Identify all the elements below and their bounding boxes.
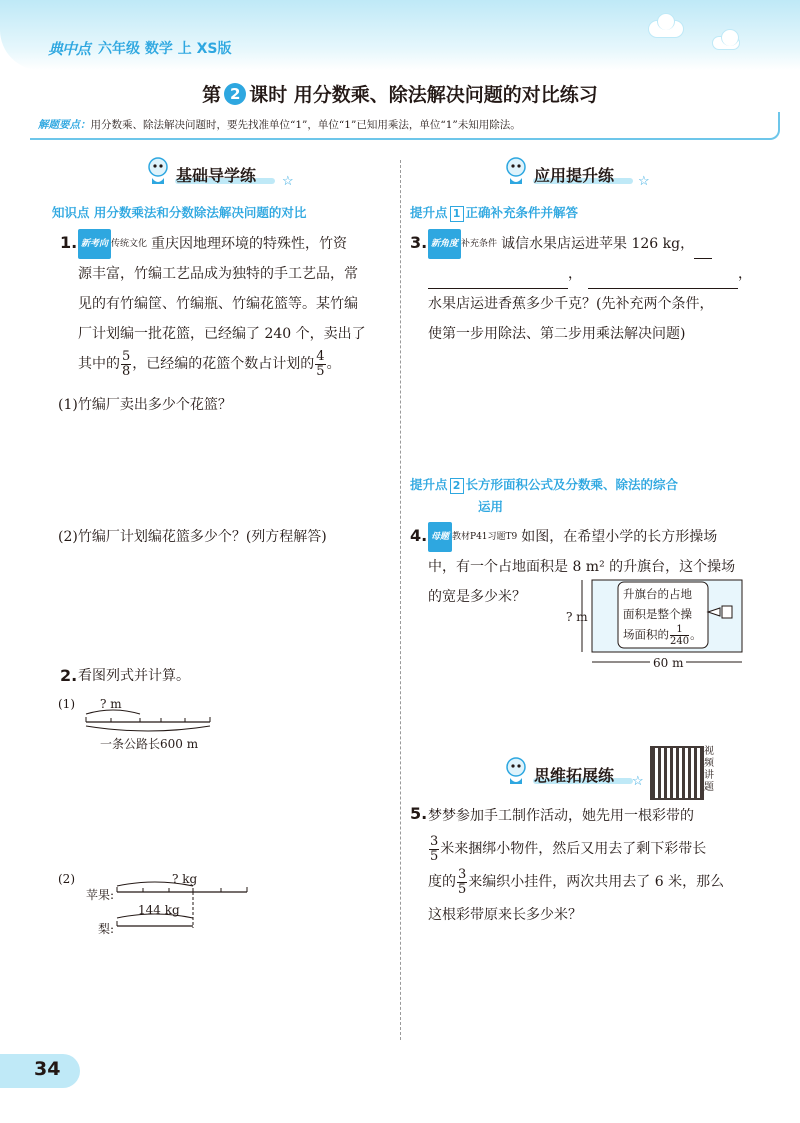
mascot-icon: [503, 756, 529, 788]
segment-diagram-1: [84, 708, 214, 738]
section-title-apply: 应用提升练: [534, 166, 615, 185]
skill-point-text: 正确补充条件并解答: [465, 205, 579, 220]
q1-line: 见的有竹编筐、竹编瓶、竹编花篮等。某竹编: [78, 296, 358, 312]
q3-line: 诚信水果店运进苹果 126 kg，: [501, 236, 695, 252]
q3-line: 使第一步用除法、第二步用乘法解决问题): [428, 326, 686, 342]
lesson-title-text: 课时 用分数乘、除法解决问题的对比练习: [249, 84, 598, 106]
lesson-number: 2: [224, 83, 246, 105]
pear-label: 梨:: [98, 922, 115, 936]
skill-point-2: [410, 474, 760, 518]
mascot-icon: [145, 156, 171, 188]
column-divider: [400, 160, 401, 1040]
callout-box: [623, 584, 711, 647]
diagram-2-top: ? kg: [172, 872, 198, 886]
callout-line: 。: [690, 627, 702, 642]
question-5: [428, 800, 768, 932]
fraction-numerator: 4: [316, 348, 325, 364]
diagram-1-bottom: 一条公路长600 m: [100, 737, 199, 751]
fraction-denominator: 8: [122, 363, 131, 379]
tip-text: 用分数乘、除法解决问题时，要先找准单位“1”，单位“1”已知用乘法，单位“1”未知用除法。: [90, 119, 521, 131]
qr-code-icon[interactable]: [650, 746, 704, 800]
tag-new-angle: 新角度: [428, 229, 461, 259]
fraction-denominator: 5: [316, 363, 325, 379]
q5-line: 米来捆绑小物件，然后又用去了剩下彩带长: [440, 841, 707, 857]
knowledge-point: 知识点 用分数乘法和分数除法解决问题的对比: [52, 205, 307, 220]
q5-line: 来编织小挂件，两次共用去了 6 米，那么: [468, 874, 725, 890]
q5-line: 梦梦参加手工制作活动，她先用一根彩带的: [428, 808, 694, 824]
segment-diagram-2: [115, 880, 255, 932]
fraction: [315, 350, 325, 379]
skill-point-number: 2: [450, 478, 464, 494]
fraction: [429, 835, 439, 864]
star-icon: ☆: [282, 174, 294, 189]
answer-blank[interactable]: [428, 272, 568, 289]
qr-label: 视频讲题: [704, 746, 714, 793]
question-number: 1.: [60, 233, 78, 252]
answer-blank[interactable]: [694, 242, 712, 259]
q4-line: 如图，在希望小学的长方形操场: [521, 529, 718, 545]
fraction-denominator: 5: [458, 881, 467, 897]
fraction-numerator: 3: [458, 866, 467, 882]
question-number: 4.: [410, 526, 428, 545]
skill-point-text: 运用: [478, 499, 504, 514]
tag-supplement: 补充条件: [461, 239, 498, 249]
q1-line: 厂计划编一批花篮，已经编了 240 个，卖出了: [78, 326, 366, 342]
fraction-numerator: 1: [670, 624, 689, 636]
diagram-2-label: (2): [58, 872, 75, 886]
question-2-text: 看图列式并计算。: [78, 668, 190, 684]
fraction-numerator: 5: [122, 348, 131, 364]
question-3: 新角度 补充条件 诚信水果店运进苹果 126 kg， ， ， 水果店运进香蕉多少千克？(先补充两个条件， 使第一步用除法、第二步用乘法解决问题): [428, 229, 768, 349]
question-number: 2.: [60, 666, 78, 685]
fraction: [121, 350, 131, 379]
skill-point-1: [410, 203, 578, 222]
q4-line: 的宽是多少米？: [428, 589, 526, 605]
section-title-thinking: 思维拓展练: [534, 766, 615, 785]
grade-label: 六年级 数学 上 XS版: [98, 41, 232, 57]
skill-point-text: 长方形面积公式及分数乘、除法的综合: [465, 477, 679, 492]
mascot-icon: [503, 156, 529, 188]
question-number: 5.: [410, 804, 428, 823]
lesson-prefix: 第: [202, 84, 222, 106]
answer-blank[interactable]: [588, 272, 738, 289]
q5-line: 这根彩带原来长多少米？: [428, 907, 582, 923]
fraction-denominator: 240: [670, 636, 690, 647]
callout-line: 面积是整个操: [623, 607, 692, 621]
q3-line: 水果店运进香蕉多少千克？(先补充两个条件，: [428, 296, 714, 312]
lesson-title: [0, 80, 800, 107]
q1-sub1: (1)竹编厂卖出多少个花篮？: [58, 397, 232, 413]
fraction-numerator: 3: [430, 833, 439, 849]
q1-line: 。: [326, 356, 341, 372]
q1-line: 其中的: [78, 356, 120, 372]
diagram-1-label: (1): [58, 697, 75, 711]
section-title-basic: 基础导学练: [176, 166, 257, 185]
question-1: [78, 229, 390, 379]
callout-line: 场面积的: [623, 627, 669, 642]
tag-textbook: 教材P41习题T9: [452, 532, 518, 542]
q1-line: 源丰富，竹编工艺品成为独特的手工艺品，常: [78, 266, 358, 282]
q1-line: 重庆因地理环境的特殊性，竹资: [151, 236, 348, 252]
fraction: [670, 624, 689, 647]
question-number: 3.: [410, 233, 428, 252]
tip: [38, 117, 770, 132]
width-label: ? m: [566, 610, 588, 624]
fraction-denominator: 5: [430, 848, 439, 864]
fraction: [457, 868, 467, 897]
skill-point-label: 提升点: [410, 477, 448, 492]
skill-point-label: 提升点: [410, 205, 448, 220]
tip-label: 解题要点：: [38, 119, 91, 131]
q1-line: ，已经编的花篮个数占计划的: [132, 356, 315, 372]
star-icon: ☆: [638, 174, 650, 189]
q5-line: 度的: [428, 874, 456, 890]
tag-culture: 传统文化: [111, 239, 148, 249]
diagram-2-mid: 144 kg: [138, 903, 180, 917]
cloud-icon: [712, 36, 740, 50]
tag-mother-question: 母题: [428, 522, 452, 552]
brand-logo: 典中点: [48, 40, 91, 58]
cloud-icon: [648, 20, 684, 38]
star-icon: ☆: [632, 774, 644, 789]
page-number: 34: [34, 1058, 61, 1080]
callout-line: 升旗台的占地: [623, 587, 692, 601]
diagram-1-top: ? m: [100, 697, 122, 711]
tag-new-direction: 新考向: [78, 229, 111, 259]
length-label: 60 m: [650, 656, 686, 670]
q4-line: 中，有一个占地面积是 8 m² 的升旗台，这个操场: [428, 559, 736, 575]
skill-point-number: 1: [450, 206, 464, 222]
q1-sub2: (2)竹编厂计划编花篮多少个？(列方程解答): [58, 529, 327, 545]
apple-label: 苹果:: [86, 888, 115, 902]
